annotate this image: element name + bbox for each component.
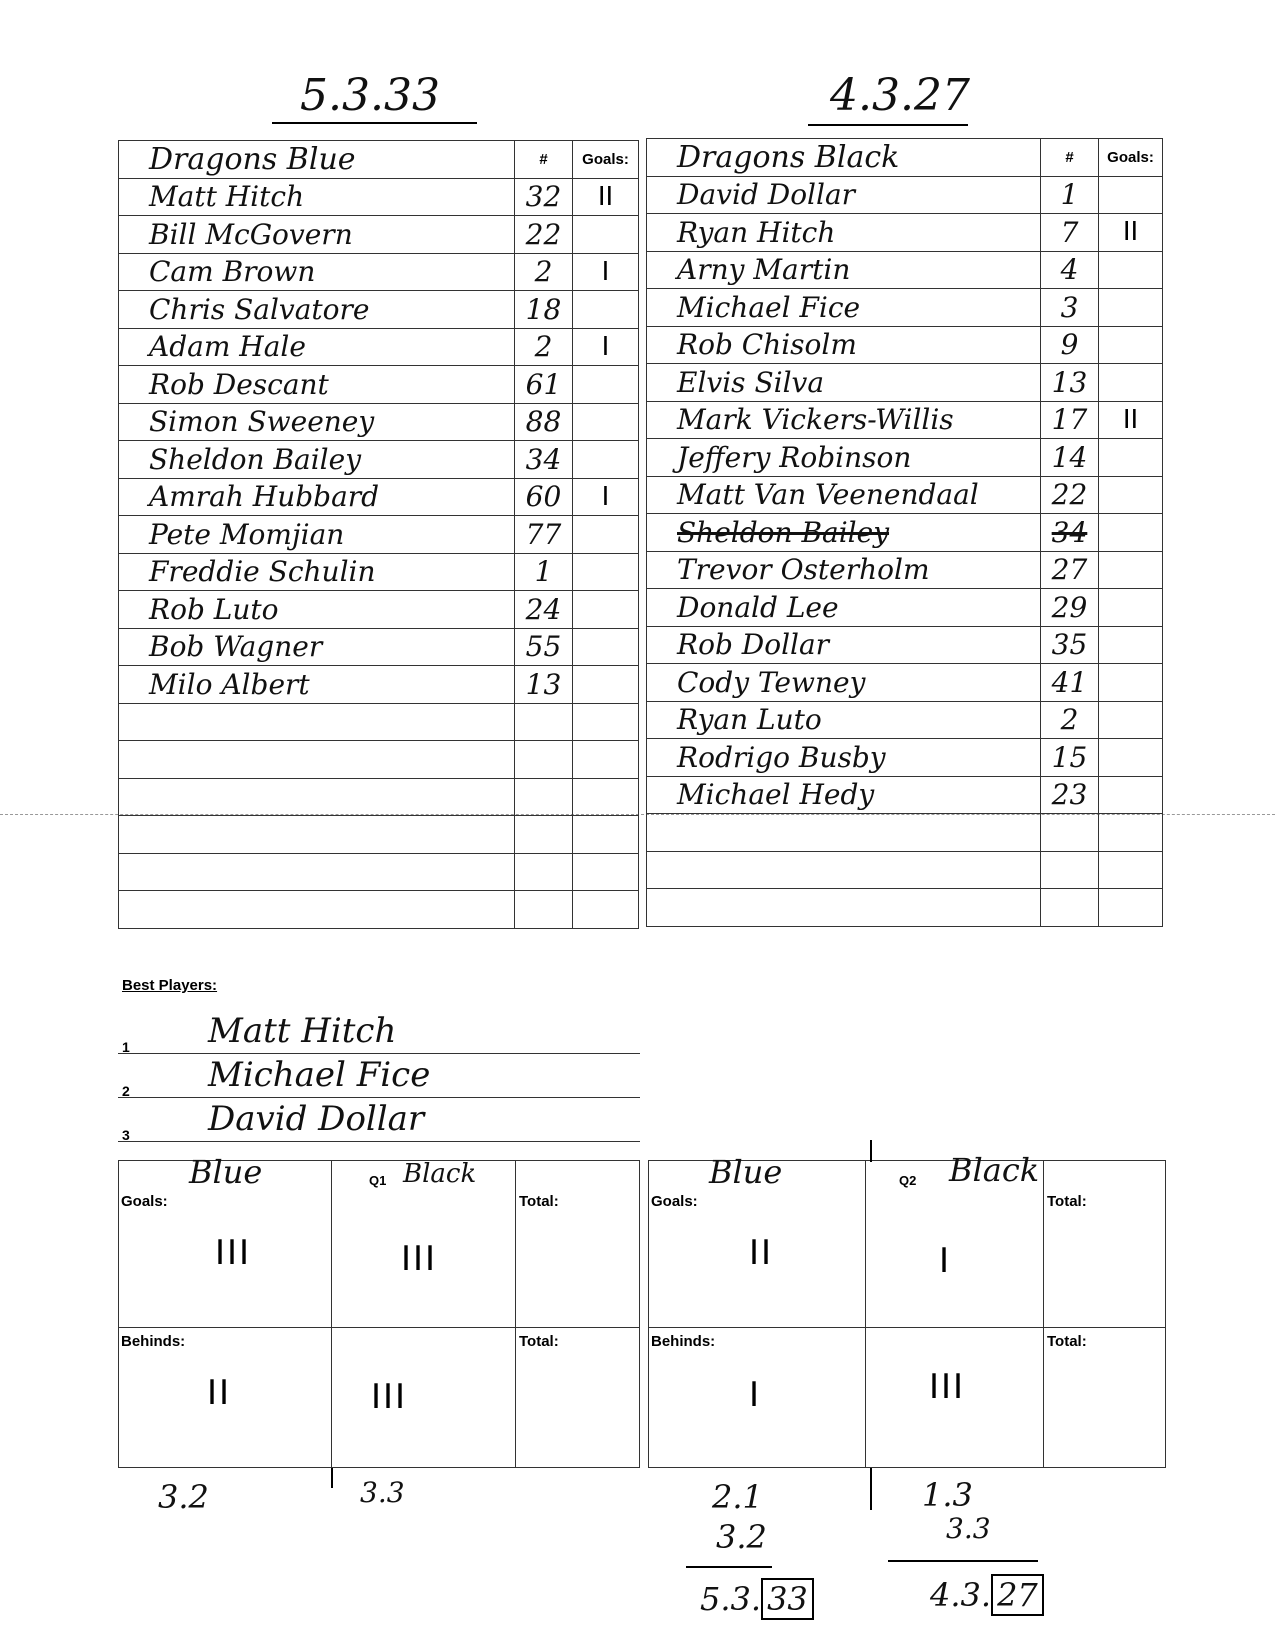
player-goals	[1099, 251, 1163, 289]
black-team-name: Dragons Black	[647, 139, 1041, 177]
black-score-underline	[808, 124, 968, 126]
q2-blue-score: 2.1	[712, 1478, 763, 1516]
player-name: Sheldon Bailey	[119, 441, 515, 479]
blue-final-total	[700, 1580, 814, 1618]
player-name: Pete Momjian	[119, 516, 515, 554]
player-name	[119, 816, 515, 854]
table-row	[119, 253, 639, 291]
number-header: #	[515, 141, 573, 179]
player-goals	[573, 291, 639, 329]
q1-black-goals-tally: III	[401, 1239, 438, 1279]
table-row	[119, 366, 639, 404]
player-name: Bob Wagner	[119, 628, 515, 666]
player-goals: II	[1099, 401, 1163, 439]
player-name	[119, 778, 515, 816]
table-row	[647, 739, 1163, 777]
player-name: Ryan Hitch	[647, 214, 1041, 252]
player-name: Cody Tewney	[647, 664, 1041, 702]
player-goals	[1099, 851, 1163, 889]
table-row	[119, 778, 639, 816]
player-name	[647, 889, 1041, 927]
player-name: Michael Hedy	[647, 776, 1041, 814]
behinds-label: Behinds:	[651, 1333, 716, 1350]
q1-black-behinds-tally: III	[371, 1377, 408, 1417]
blue-total-points: 33	[761, 1578, 814, 1620]
player-goals	[1099, 626, 1163, 664]
blue-roster-table	[118, 140, 639, 929]
player-number: 15	[1041, 739, 1099, 777]
player-number	[515, 703, 573, 741]
table-row	[119, 591, 639, 629]
table-row	[647, 889, 1163, 927]
total-label: Total:	[519, 1333, 559, 1350]
player-name	[119, 853, 515, 891]
q2-divider-head	[870, 1140, 872, 1162]
number-header: #	[1041, 139, 1099, 177]
goals-header: Goals:	[573, 141, 639, 179]
best-player-rank: 3	[122, 1127, 130, 1143]
total-label: Total:	[1047, 1193, 1087, 1210]
player-number: 23	[1041, 776, 1099, 814]
player-name: Elvis Silva	[647, 364, 1041, 402]
player-name	[119, 891, 515, 929]
q1-blue-score: 3.2	[158, 1478, 209, 1516]
player-name: Rob Luto	[119, 591, 515, 629]
player-name: Rob Chisolm	[647, 326, 1041, 364]
player-goals	[1099, 814, 1163, 852]
blue-total-prefix: 5.3.	[700, 1580, 762, 1618]
q2-divider-tail	[870, 1468, 872, 1510]
player-number	[1041, 889, 1099, 927]
player-number	[515, 816, 573, 854]
best-player-row	[118, 1057, 640, 1098]
player-number	[515, 891, 573, 929]
q2-black-goals-tally: I	[939, 1241, 952, 1281]
player-name: Michael Fice	[647, 289, 1041, 327]
blue-sum-line	[686, 1566, 772, 1568]
q2-blue-label: Blue	[709, 1153, 783, 1191]
total-label: Total:	[1047, 1333, 1087, 1350]
blue-final-score: 5.3.33	[300, 70, 440, 121]
player-number	[1041, 814, 1099, 852]
black-carried-score: 3.3	[946, 1512, 991, 1545]
player-goals	[573, 853, 639, 891]
player-number: 88	[515, 403, 573, 441]
q2-black-score: 1.3	[922, 1476, 973, 1514]
q1-black-score: 3.3	[360, 1476, 405, 1509]
black-sum-line	[888, 1560, 1038, 1562]
player-goals	[1099, 364, 1163, 402]
q1-blue-goals-tally: III	[215, 1233, 252, 1273]
player-name: Adam Hale	[119, 328, 515, 366]
player-goals	[573, 591, 639, 629]
blue-score-underline	[272, 122, 477, 124]
best-player-row	[118, 1101, 640, 1142]
blue-roster-header	[119, 141, 639, 179]
best-player-rank: 1	[122, 1039, 130, 1055]
player-number: 9	[1041, 326, 1099, 364]
table-row	[119, 516, 639, 554]
player-number	[515, 853, 573, 891]
player-number: 17	[1041, 401, 1099, 439]
goals-header: Goals:	[1099, 139, 1163, 177]
player-goals	[1099, 776, 1163, 814]
table-row	[119, 328, 639, 366]
table-row	[647, 439, 1163, 477]
best-player-rank: 2	[122, 1083, 130, 1099]
player-goals	[573, 778, 639, 816]
player-name	[119, 741, 515, 779]
player-number: 55	[515, 628, 573, 666]
player-name	[119, 703, 515, 741]
player-number: 24	[515, 591, 573, 629]
player-goals	[1099, 664, 1163, 702]
player-goals	[573, 891, 639, 929]
player-name: Arny Martin	[647, 251, 1041, 289]
player-goals	[573, 366, 639, 404]
table-row	[647, 776, 1163, 814]
player-goals: I	[573, 478, 639, 516]
table-row	[647, 364, 1163, 402]
table-row	[647, 664, 1163, 702]
player-number: 60	[515, 478, 573, 516]
player-number: 13	[515, 666, 573, 704]
table-row	[119, 291, 639, 329]
player-goals	[1099, 739, 1163, 777]
q1-divider-tail	[331, 1468, 333, 1488]
table-row	[647, 589, 1163, 627]
player-number: 2	[1041, 701, 1099, 739]
best-player-name: Matt Hitch	[208, 1011, 397, 1051]
blue-carried-score: 3.2	[716, 1518, 767, 1556]
table-row	[119, 178, 639, 216]
player-name: Matt Hitch	[119, 178, 515, 216]
table-row	[647, 326, 1163, 364]
table-row	[119, 703, 639, 741]
player-number: 22	[515, 216, 573, 254]
player-name: Bill McGovern	[119, 216, 515, 254]
table-row	[119, 628, 639, 666]
player-number: 1	[1041, 176, 1099, 214]
player-goals	[573, 403, 639, 441]
q1-black-label: Black	[403, 1159, 477, 1189]
behinds-label: Behinds:	[121, 1333, 186, 1350]
player-goals	[1099, 289, 1163, 327]
player-goals: I	[573, 328, 639, 366]
player-number: 22	[1041, 476, 1099, 514]
player-name: Sheldon Bailey	[647, 514, 1041, 552]
black-final-score: 4.3.27	[830, 70, 970, 121]
q1-blue-label: Blue	[189, 1153, 263, 1191]
player-number: 41	[1041, 664, 1099, 702]
q2-label: Q2	[899, 1173, 917, 1188]
player-number: 27	[1041, 551, 1099, 589]
table-row	[647, 289, 1163, 327]
player-number: 18	[515, 291, 573, 329]
player-number: 61	[515, 366, 573, 404]
player-number	[515, 778, 573, 816]
black-roster-table	[646, 138, 1163, 927]
player-goals	[1099, 514, 1163, 552]
player-goals	[1099, 326, 1163, 364]
player-goals	[573, 703, 639, 741]
player-number	[1041, 851, 1099, 889]
table-row	[119, 216, 639, 254]
player-name: Rodrigo Busby	[647, 739, 1041, 777]
table-row	[647, 814, 1163, 852]
player-number: 29	[1041, 589, 1099, 627]
player-number: 1	[515, 553, 573, 591]
player-goals: I	[573, 253, 639, 291]
player-goals	[1099, 551, 1163, 589]
table-row	[647, 514, 1163, 552]
blue-team-name: Dragons Blue	[119, 141, 515, 179]
best-player-name: Michael Fice	[208, 1055, 431, 1095]
black-total-prefix: 4.3.	[930, 1576, 992, 1614]
table-row	[119, 666, 639, 704]
best-player-name: David Dollar	[208, 1099, 425, 1139]
player-name: Rob Descant	[119, 366, 515, 404]
player-name: Rob Dollar	[647, 626, 1041, 664]
player-name	[647, 814, 1041, 852]
player-number	[515, 741, 573, 779]
player-number: 32	[515, 178, 573, 216]
player-goals	[1099, 176, 1163, 214]
table-row	[647, 626, 1163, 664]
table-row	[647, 851, 1163, 889]
q2-blue-goals-tally: II	[749, 1233, 774, 1273]
total-label: Total:	[519, 1193, 559, 1210]
player-number: 14	[1041, 439, 1099, 477]
player-goals	[573, 553, 639, 591]
best-players-label: Best Players:	[122, 977, 218, 994]
player-name: Amrah Hubbard	[119, 478, 515, 516]
goals-label: Goals:	[121, 1193, 168, 1210]
player-goals	[573, 741, 639, 779]
table-row	[119, 816, 639, 854]
player-number: 4	[1041, 251, 1099, 289]
table-row	[647, 401, 1163, 439]
player-number: 7	[1041, 214, 1099, 252]
player-name: Donald Lee	[647, 589, 1041, 627]
player-number: 35	[1041, 626, 1099, 664]
table-row	[119, 741, 639, 779]
table-row	[647, 176, 1163, 214]
player-name: Cam Brown	[119, 253, 515, 291]
player-name: Ryan Luto	[647, 701, 1041, 739]
player-name: David Dollar	[647, 176, 1041, 214]
player-name: Jeffery Robinson	[647, 439, 1041, 477]
table-row	[647, 251, 1163, 289]
player-name: Mark Vickers-Willis	[647, 401, 1041, 439]
player-goals	[573, 816, 639, 854]
q1-blue-behinds-tally: II	[207, 1373, 232, 1413]
player-name: Milo Albert	[119, 666, 515, 704]
player-goals: II	[1099, 214, 1163, 252]
table-row	[647, 476, 1163, 514]
player-number: 3	[1041, 289, 1099, 327]
player-goals	[573, 628, 639, 666]
player-name: Freddie Schulin	[119, 553, 515, 591]
table-row	[119, 478, 639, 516]
player-goals	[573, 516, 639, 554]
player-name: Chris Salvatore	[119, 291, 515, 329]
player-number: 2	[515, 253, 573, 291]
player-goals	[1099, 889, 1163, 927]
player-goals	[573, 216, 639, 254]
player-number: 34	[1041, 514, 1099, 552]
quarter-1-box	[118, 1153, 640, 1468]
goals-label: Goals:	[651, 1193, 698, 1210]
player-goals: II	[573, 178, 639, 216]
q1-label: Q1	[369, 1173, 387, 1188]
player-name	[647, 851, 1041, 889]
player-number: 77	[515, 516, 573, 554]
table-row	[119, 853, 639, 891]
table-row	[647, 214, 1163, 252]
black-final-total	[930, 1576, 1044, 1614]
best-player-row	[118, 1013, 640, 1054]
table-row	[119, 553, 639, 591]
q2-black-behinds-tally: III	[929, 1367, 966, 1407]
table-row	[647, 551, 1163, 589]
player-goals	[573, 666, 639, 704]
player-goals	[1099, 589, 1163, 627]
player-name: Trevor Osterholm	[647, 551, 1041, 589]
player-goals	[1099, 439, 1163, 477]
table-row	[647, 701, 1163, 739]
player-number: 13	[1041, 364, 1099, 402]
q2-blue-behinds-tally: I	[749, 1375, 762, 1415]
black-total-points: 27	[991, 1574, 1044, 1616]
player-goals	[1099, 476, 1163, 514]
player-name: Matt Van Veenendaal	[647, 476, 1041, 514]
player-goals	[573, 441, 639, 479]
black-roster-header	[647, 139, 1163, 177]
player-number: 34	[515, 441, 573, 479]
quarter-2-box	[648, 1151, 1166, 1468]
player-number: 2	[515, 328, 573, 366]
table-row	[119, 441, 639, 479]
player-name: Simon Sweeney	[119, 403, 515, 441]
table-row	[119, 403, 639, 441]
table-row	[119, 891, 639, 929]
q2-black-label: Black	[949, 1151, 1040, 1189]
player-goals	[1099, 701, 1163, 739]
